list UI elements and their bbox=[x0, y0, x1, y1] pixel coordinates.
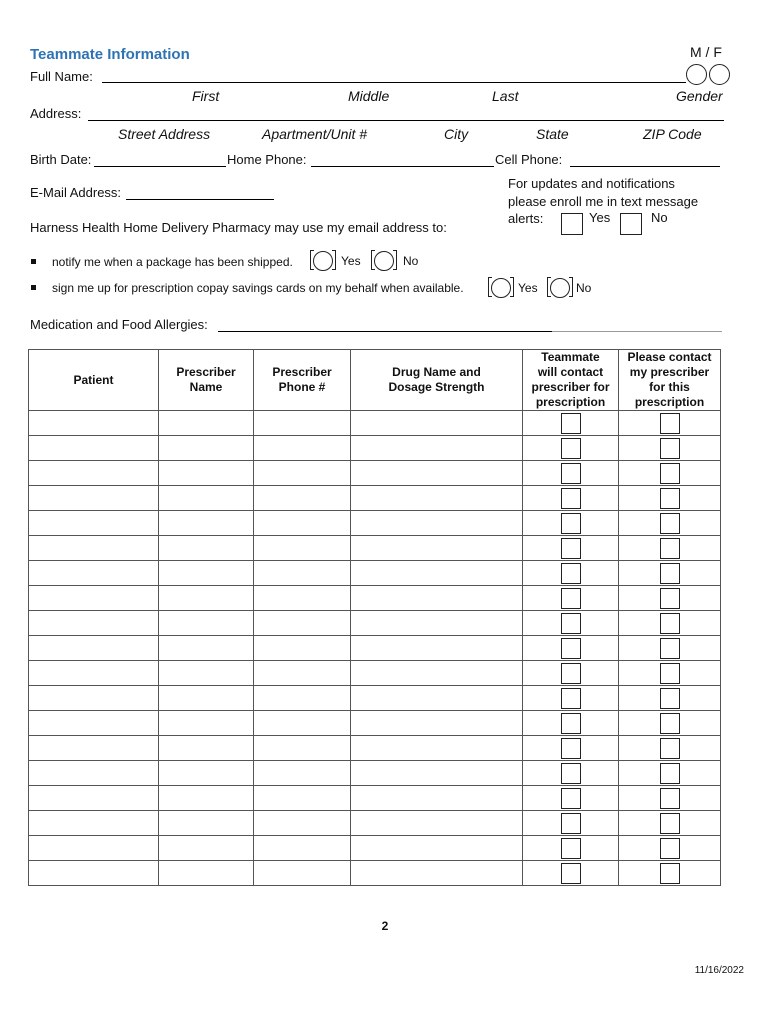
drug-cell[interactable] bbox=[351, 661, 523, 686]
table-row bbox=[29, 536, 721, 561]
page-number: 2 bbox=[381, 919, 389, 933]
table-row bbox=[29, 436, 721, 461]
teammate-contact-checkbox[interactable] bbox=[561, 738, 581, 759]
drug-cell[interactable] bbox=[351, 686, 523, 711]
please-contact-checkbox[interactable] bbox=[660, 788, 680, 809]
patient-cell[interactable] bbox=[29, 486, 159, 511]
table-row bbox=[29, 836, 721, 861]
col-please-contact: Please contact my prescriber for this prescription bbox=[619, 350, 721, 411]
allergies-field-extension[interactable] bbox=[552, 331, 722, 332]
col-prescriber-phone: Prescriber Phone # bbox=[254, 350, 351, 411]
please-contact-checkbox[interactable] bbox=[660, 588, 680, 609]
table-row bbox=[29, 636, 721, 661]
option-shipped-text: notify me when a package has been shipped. bbox=[52, 255, 293, 269]
prescriber-name-cell[interactable] bbox=[159, 636, 254, 661]
teammate-contact-cell bbox=[523, 511, 619, 536]
option-copay-no-label: No bbox=[576, 281, 592, 295]
home-phone-label: Home Phone: bbox=[227, 152, 307, 167]
patient-cell[interactable] bbox=[29, 786, 159, 811]
option-shipped-yes-label: Yes bbox=[341, 254, 361, 268]
teammate-contact-checkbox[interactable] bbox=[561, 663, 581, 684]
option-copay-yes-label: Yes bbox=[518, 281, 538, 295]
cell-phone-field[interactable] bbox=[570, 166, 720, 167]
col-teammate-will-contact: Teammate will contact prescriber for prescription bbox=[523, 350, 619, 411]
patient-cell[interactable] bbox=[29, 836, 159, 861]
please-contact-checkbox[interactable] bbox=[660, 513, 680, 534]
please-contact-cell bbox=[619, 711, 721, 736]
patient-cell[interactable] bbox=[29, 736, 159, 761]
prescriber-phone-cell[interactable] bbox=[254, 686, 351, 711]
prescriber-phone-cell[interactable] bbox=[254, 536, 351, 561]
teammate-contact-cell bbox=[523, 461, 619, 486]
teammate-contact-cell bbox=[523, 836, 619, 861]
prescriber-phone-cell[interactable] bbox=[254, 436, 351, 461]
prescriber-name-cell[interactable] bbox=[159, 736, 254, 761]
teammate-contact-checkbox[interactable] bbox=[561, 813, 581, 834]
table-row bbox=[29, 661, 721, 686]
table-row bbox=[29, 511, 721, 536]
middle-caption: Middle bbox=[348, 88, 390, 104]
birth-date-field[interactable] bbox=[94, 166, 226, 167]
please-contact-checkbox[interactable] bbox=[660, 638, 680, 659]
please-contact-cell bbox=[619, 561, 721, 586]
option-shipped-yes-radio[interactable] bbox=[313, 251, 333, 271]
please-contact-cell bbox=[619, 836, 721, 861]
email-label: E-Mail Address: bbox=[30, 185, 122, 200]
please-contact-cell bbox=[619, 586, 721, 611]
medication-table bbox=[28, 349, 721, 886]
please-contact-checkbox[interactable] bbox=[660, 813, 680, 834]
gender-caption: Gender bbox=[676, 88, 723, 104]
prescriber-phone-cell[interactable] bbox=[254, 661, 351, 686]
patient-cell[interactable] bbox=[29, 536, 159, 561]
please-contact-cell bbox=[619, 761, 721, 786]
col-patient: Patient bbox=[29, 350, 159, 411]
teammate-contact-cell bbox=[523, 436, 619, 461]
teammate-contact-checkbox[interactable] bbox=[561, 513, 581, 534]
prescriber-phone-cell[interactable] bbox=[254, 836, 351, 861]
option-shipped-no-label: No bbox=[403, 254, 419, 268]
teammate-contact-cell bbox=[523, 736, 619, 761]
teammate-contact-cell bbox=[523, 536, 619, 561]
prescriber-name-cell[interactable] bbox=[159, 536, 254, 561]
prescriber-phone-cell[interactable] bbox=[254, 786, 351, 811]
teammate-contact-checkbox[interactable] bbox=[561, 588, 581, 609]
table-row bbox=[29, 686, 721, 711]
prescriber-phone-cell[interactable] bbox=[254, 636, 351, 661]
teammate-contact-checkbox[interactable] bbox=[561, 438, 581, 459]
please-contact-cell bbox=[619, 686, 721, 711]
prescriber-name-cell[interactable] bbox=[159, 811, 254, 836]
patient-cell[interactable] bbox=[29, 411, 159, 436]
drug-cell[interactable] bbox=[351, 436, 523, 461]
prescriber-phone-cell[interactable] bbox=[254, 586, 351, 611]
teammate-contact-cell bbox=[523, 686, 619, 711]
option-shipped-no-radio[interactable] bbox=[374, 251, 394, 271]
text-alerts-yes-checkbox[interactable] bbox=[561, 213, 583, 235]
please-contact-cell bbox=[619, 786, 721, 811]
prescriber-name-cell[interactable] bbox=[159, 861, 254, 886]
table-row bbox=[29, 811, 721, 836]
table-row bbox=[29, 561, 721, 586]
please-contact-cell bbox=[619, 636, 721, 661]
text-alerts-line3: alerts: bbox=[508, 211, 544, 226]
patient-cell[interactable] bbox=[29, 586, 159, 611]
please-contact-checkbox[interactable] bbox=[660, 538, 680, 559]
prescriber-name-cell[interactable] bbox=[159, 436, 254, 461]
unit-caption: Apartment/Unit # bbox=[262, 126, 368, 142]
patient-cell[interactable] bbox=[29, 711, 159, 736]
drug-cell[interactable] bbox=[351, 561, 523, 586]
table-row bbox=[29, 461, 721, 486]
col-drug-name: Drug Name and Dosage Strength bbox=[351, 350, 523, 411]
prescriber-name-cell[interactable] bbox=[159, 836, 254, 861]
teammate-contact-checkbox[interactable] bbox=[561, 863, 581, 884]
table-row bbox=[29, 711, 721, 736]
drug-cell[interactable] bbox=[351, 411, 523, 436]
last-caption: Last bbox=[492, 88, 519, 104]
option-copay-no-radio[interactable] bbox=[550, 278, 570, 298]
drug-cell[interactable] bbox=[351, 461, 523, 486]
please-contact-cell bbox=[619, 486, 721, 511]
prescriber-name-cell[interactable] bbox=[159, 486, 254, 511]
text-alerts-yes-label: Yes bbox=[589, 210, 611, 225]
prescriber-phone-cell[interactable] bbox=[254, 511, 351, 536]
table-row bbox=[29, 736, 721, 761]
footer-date: 11/16/2022 bbox=[694, 965, 744, 976]
prescriber-name-cell[interactable] bbox=[159, 711, 254, 736]
teammate-contact-checkbox[interactable] bbox=[561, 713, 581, 734]
teammate-contact-cell bbox=[523, 411, 619, 436]
please-contact-checkbox[interactable] bbox=[660, 488, 680, 509]
gender-female-radio[interactable] bbox=[709, 64, 730, 85]
drug-cell[interactable] bbox=[351, 636, 523, 661]
please-contact-cell bbox=[619, 436, 721, 461]
table-row bbox=[29, 761, 721, 786]
prescriber-phone-cell[interactable] bbox=[254, 761, 351, 786]
prescriber-phone-cell[interactable] bbox=[254, 861, 351, 886]
please-contact-cell bbox=[619, 461, 721, 486]
teammate-contact-cell bbox=[523, 486, 619, 511]
allergies-label: Medication and Food Allergies: bbox=[30, 317, 208, 332]
please-contact-checkbox[interactable] bbox=[660, 563, 680, 584]
teammate-contact-cell bbox=[523, 761, 619, 786]
please-contact-cell bbox=[619, 861, 721, 886]
birth-date-label: Birth Date: bbox=[30, 152, 92, 167]
text-alerts-no-checkbox[interactable] bbox=[620, 213, 642, 235]
drug-cell[interactable] bbox=[351, 611, 523, 636]
patient-cell[interactable] bbox=[29, 461, 159, 486]
teammate-contact-checkbox[interactable] bbox=[561, 688, 581, 709]
prescriber-phone-cell[interactable] bbox=[254, 561, 351, 586]
drug-cell[interactable] bbox=[351, 861, 523, 886]
please-contact-checkbox[interactable] bbox=[660, 613, 680, 634]
please-contact-cell bbox=[619, 536, 721, 561]
bullet bbox=[31, 285, 36, 290]
patient-cell[interactable] bbox=[29, 686, 159, 711]
drug-cell[interactable] bbox=[351, 811, 523, 836]
drug-cell[interactable] bbox=[351, 786, 523, 811]
full-name-field[interactable] bbox=[102, 82, 686, 83]
table-row bbox=[29, 786, 721, 811]
please-contact-checkbox[interactable] bbox=[660, 713, 680, 734]
prescriber-name-cell[interactable] bbox=[159, 586, 254, 611]
prescriber-phone-cell[interactable] bbox=[254, 811, 351, 836]
zip-caption: ZIP Code bbox=[643, 126, 702, 142]
address-field[interactable] bbox=[88, 120, 724, 121]
drug-cell[interactable] bbox=[351, 486, 523, 511]
please-contact-checkbox[interactable] bbox=[660, 663, 680, 684]
please-contact-checkbox[interactable] bbox=[660, 413, 680, 434]
bullet bbox=[31, 259, 36, 264]
state-caption: State bbox=[536, 126, 569, 142]
email-field[interactable] bbox=[126, 199, 274, 200]
patient-cell[interactable] bbox=[29, 611, 159, 636]
prescriber-phone-cell[interactable] bbox=[254, 461, 351, 486]
teammate-contact-cell bbox=[523, 586, 619, 611]
drug-cell[interactable] bbox=[351, 586, 523, 611]
teammate-contact-cell bbox=[523, 861, 619, 886]
teammate-contact-checkbox[interactable] bbox=[561, 638, 581, 659]
option-copay-yes-radio[interactable] bbox=[491, 278, 511, 298]
table-row bbox=[29, 611, 721, 636]
teammate-contact-cell bbox=[523, 786, 619, 811]
teammate-contact-checkbox[interactable] bbox=[561, 613, 581, 634]
patient-cell[interactable] bbox=[29, 511, 159, 536]
please-contact-cell bbox=[619, 811, 721, 836]
prescriber-name-cell[interactable] bbox=[159, 761, 254, 786]
drug-cell[interactable] bbox=[351, 736, 523, 761]
address-label: Address: bbox=[30, 106, 82, 121]
cell-phone-label: Cell Phone: bbox=[495, 152, 563, 167]
city-caption: City bbox=[444, 126, 469, 142]
teammate-contact-cell bbox=[523, 811, 619, 836]
please-contact-checkbox[interactable] bbox=[660, 463, 680, 484]
full-name-label: Full Name: bbox=[30, 69, 93, 84]
table-row bbox=[29, 411, 721, 436]
text-alerts-line2: please enroll me in text message bbox=[508, 194, 699, 209]
please-contact-cell bbox=[619, 736, 721, 761]
email-consent-text: Harness Health Home Delivery Pharmacy may use my email address to: bbox=[30, 220, 447, 235]
patient-cell[interactable] bbox=[29, 436, 159, 461]
gender-male-radio[interactable] bbox=[686, 64, 707, 85]
table-row bbox=[29, 861, 721, 886]
drug-cell[interactable] bbox=[351, 711, 523, 736]
teammate-contact-checkbox[interactable] bbox=[561, 838, 581, 859]
please-contact-checkbox[interactable] bbox=[660, 838, 680, 859]
teammate-contact-checkbox[interactable] bbox=[561, 563, 581, 584]
please-contact-cell bbox=[619, 661, 721, 686]
please-contact-checkbox[interactable] bbox=[660, 438, 680, 459]
teammate-contact-checkbox[interactable] bbox=[561, 763, 581, 784]
teammate-contact-checkbox[interactable] bbox=[561, 788, 581, 809]
patient-cell[interactable] bbox=[29, 561, 159, 586]
patient-cell[interactable] bbox=[29, 661, 159, 686]
teammate-contact-cell bbox=[523, 711, 619, 736]
please-contact-checkbox[interactable] bbox=[660, 763, 680, 784]
prescriber-name-cell[interactable] bbox=[159, 686, 254, 711]
prescriber-name-cell[interactable] bbox=[159, 611, 254, 636]
please-contact-checkbox[interactable] bbox=[660, 863, 680, 884]
prescriber-name-cell[interactable] bbox=[159, 461, 254, 486]
allergies-field[interactable] bbox=[218, 331, 552, 332]
prescriber-phone-cell[interactable] bbox=[254, 711, 351, 736]
drug-cell[interactable] bbox=[351, 761, 523, 786]
teammate-contact-cell bbox=[523, 561, 619, 586]
teammate-contact-checkbox[interactable] bbox=[561, 488, 581, 509]
prescriber-phone-cell[interactable] bbox=[254, 411, 351, 436]
gender-label: M / F bbox=[690, 44, 722, 60]
teammate-contact-cell bbox=[523, 661, 619, 686]
please-contact-checkbox[interactable] bbox=[660, 738, 680, 759]
table-row bbox=[29, 486, 721, 511]
home-phone-field[interactable] bbox=[311, 166, 494, 167]
drug-cell[interactable] bbox=[351, 511, 523, 536]
please-contact-cell bbox=[619, 611, 721, 636]
patient-cell[interactable] bbox=[29, 636, 159, 661]
prescriber-name-cell[interactable] bbox=[159, 786, 254, 811]
prescriber-name-cell[interactable] bbox=[159, 411, 254, 436]
patient-cell[interactable] bbox=[29, 861, 159, 886]
teammate-contact-checkbox[interactable] bbox=[561, 538, 581, 559]
prescriber-phone-cell[interactable] bbox=[254, 736, 351, 761]
teammate-contact-cell bbox=[523, 636, 619, 661]
drug-cell[interactable] bbox=[351, 836, 523, 861]
prescriber-phone-cell[interactable] bbox=[254, 486, 351, 511]
please-contact-cell bbox=[619, 411, 721, 436]
first-caption: First bbox=[192, 88, 220, 104]
prescriber-name-cell[interactable] bbox=[159, 511, 254, 536]
street-caption: Street Address bbox=[118, 126, 211, 142]
text-alerts-no-label: No bbox=[651, 210, 668, 225]
please-contact-cell bbox=[619, 511, 721, 536]
col-prescriber-name: Prescriber Name bbox=[159, 350, 254, 411]
teammate-contact-checkbox[interactable] bbox=[561, 463, 581, 484]
text-alerts-line1: For updates and notifications bbox=[508, 176, 675, 191]
table-header-row bbox=[29, 350, 721, 411]
option-copay-text: sign me up for prescription copay savings cards on my behalf when available. bbox=[52, 281, 464, 295]
patient-cell[interactable] bbox=[29, 811, 159, 836]
section-title: Teammate Information bbox=[30, 46, 190, 63]
patient-cell[interactable] bbox=[29, 761, 159, 786]
prescriber-phone-cell[interactable] bbox=[254, 611, 351, 636]
prescriber-name-cell[interactable] bbox=[159, 661, 254, 686]
teammate-contact-cell bbox=[523, 611, 619, 636]
teammate-contact-checkbox[interactable] bbox=[561, 413, 581, 434]
please-contact-checkbox[interactable] bbox=[660, 688, 680, 709]
prescriber-name-cell[interactable] bbox=[159, 561, 254, 586]
drug-cell[interactable] bbox=[351, 536, 523, 561]
table-row bbox=[29, 586, 721, 611]
